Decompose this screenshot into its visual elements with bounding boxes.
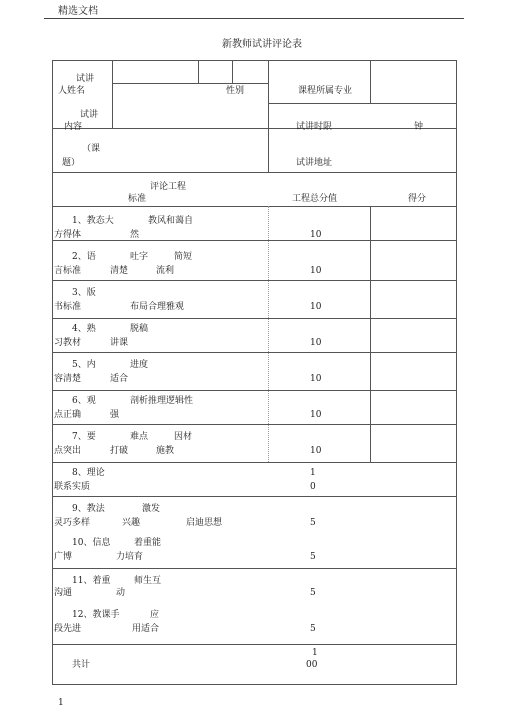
major-label: 课程所属专业 — [298, 86, 353, 96]
row-8-total-score-line1: 1 — [310, 468, 316, 478]
gender-label: 性别 — [226, 86, 245, 96]
column-header-total: 工程总分值 — [292, 194, 338, 204]
criteria-row-2-line2b: 清楚 — [110, 266, 129, 276]
content-label-line2: 内容 — [64, 122, 83, 132]
criteria-row-8-line1: 8、理论 — [72, 468, 105, 478]
criteria-row-1-line2b: 然 — [130, 230, 140, 240]
criteria-row-9-line1: 9、教法 — [72, 504, 105, 514]
criteria-row-11-line1: 11、着重 — [72, 576, 111, 586]
row-rule-9 — [52, 568, 456, 569]
header-rule-bottom — [52, 206, 456, 207]
criteria-row-6-line2: 点正确 — [54, 410, 82, 420]
criteria-row-9-line2: 灵巧多样 — [54, 518, 91, 528]
row-12-total-score: 5 — [310, 624, 316, 634]
row-rule-3 — [52, 318, 456, 319]
page-number: 1 — [58, 698, 64, 708]
info-rule-c — [52, 128, 456, 129]
row-6-total-score: 10 — [310, 410, 322, 420]
criteria-row-10-line1b: 着重能 — [134, 538, 162, 548]
table-left-border — [52, 60, 53, 684]
info-col-5 — [370, 60, 371, 103]
row-9-total-score: 5 — [310, 518, 316, 528]
row-rule-6 — [52, 424, 456, 425]
criteria-row-4-line1: 4、熟 — [72, 324, 96, 334]
row-5-total-score: 10 — [310, 374, 322, 384]
criteria-row-4-line2b: 讲课 — [110, 338, 129, 348]
row-rule-8 — [52, 496, 456, 497]
criteria-row-3-line1: 3、版 — [72, 288, 96, 298]
criteria-row-8-line2: 联系实质 — [54, 482, 91, 492]
sum-total-line2: 00 — [306, 660, 318, 670]
criteria-row-7-line2c: 施教 — [156, 446, 175, 456]
row-rule-5 — [52, 390, 456, 391]
duration-label: 试讲时限 — [296, 122, 333, 132]
criteria-row-2-line1b: 吐字 — [130, 252, 149, 262]
criteria-row-5-line2: 容清楚 — [54, 374, 82, 384]
row-3-total-score: 10 — [310, 302, 322, 312]
duration-unit: 钟 — [414, 122, 424, 132]
criteria-row-6-line1b: 剖析推理逻辑性 — [130, 396, 194, 406]
table-right-border — [456, 60, 457, 684]
criteria-row-4-line2: 习教材 — [54, 338, 82, 348]
sum-label: 共计 — [72, 660, 91, 670]
criteria-row-5-line1: 5、内 — [72, 360, 96, 370]
criteria-row-11-line1b: 师生互 — [134, 576, 162, 586]
header-rule — [44, 18, 464, 19]
row-7-total-score: 10 — [310, 446, 322, 456]
sum-total-line1: 1 — [312, 648, 318, 658]
criteria-row-12-line2: 段先进 — [54, 624, 82, 634]
criteria-row-6-line2b: 强 — [110, 410, 120, 420]
row-11-total-score: 5 — [310, 588, 316, 598]
info-rule-b — [268, 103, 456, 104]
criteria-row-2-line2: 言标准 — [54, 266, 82, 276]
criteria-row-7-line1: 7、要 — [72, 432, 96, 442]
criteria-row-2-line1: 2、语 — [72, 252, 96, 262]
row-1-total-score: 10 — [310, 230, 322, 240]
criteria-row-1-line1b: 教风和蔼自 — [148, 216, 194, 226]
info-rule-d — [52, 172, 456, 173]
criteria-row-12-line1: 12、教课手 — [72, 610, 120, 620]
topic-label-line2: 题） — [62, 158, 81, 168]
criteria-row-2-line1c: 简短 — [174, 252, 193, 262]
topic-label-line1: （课 — [82, 144, 101, 154]
column-header-item: 评论工程 — [150, 182, 187, 192]
criteria-row-11-line2b: 动 — [116, 588, 126, 598]
content-label-line1: 试讲 — [80, 110, 99, 120]
name-label-line2: 人姓名 — [58, 86, 86, 96]
criteria-row-1-line1: 1、教态大 — [72, 216, 114, 226]
row-10-total-score: 5 — [310, 552, 316, 562]
criteria-row-9-line1b: 激发 — [142, 504, 161, 514]
criteria-row-2-line2c: 流利 — [156, 266, 175, 276]
column-header-standard: 标准 — [128, 194, 147, 204]
info-col-4 — [268, 60, 269, 172]
criteria-row-12-line2b: 用适合 — [132, 624, 160, 634]
item-col-dotted — [268, 206, 269, 462]
info-rule-a — [112, 83, 268, 84]
criteria-row-10-line1: 10、信息 — [72, 538, 111, 548]
row-rule-2 — [52, 280, 456, 281]
row-8-total-score-line2: 0 — [310, 482, 316, 492]
info-col-3 — [232, 60, 233, 83]
location-label: 试讲地址 — [296, 158, 333, 168]
row-4-total-score: 10 — [310, 338, 322, 348]
criteria-row-7-line1b: 难点 — [130, 432, 149, 442]
name-label-line1: 试讲 — [76, 74, 95, 84]
score-col-line — [370, 206, 371, 462]
row-rule-4 — [52, 352, 456, 353]
criteria-row-5-line1b: 进度 — [130, 360, 149, 370]
info-col-2 — [198, 60, 199, 83]
row-rule-10 — [52, 644, 456, 645]
criteria-row-9-line2b: 兴趣 — [122, 518, 141, 528]
criteria-row-10-line2b: 力培育 — [116, 552, 144, 562]
criteria-row-4-line1b: 脱稿 — [130, 324, 149, 334]
criteria-row-3-line2: 书标准 — [54, 302, 82, 312]
row-rule-1 — [52, 240, 456, 241]
criteria-row-10-line2: 广博 — [54, 552, 73, 562]
form-title: 新教师试讲评论表 — [222, 39, 302, 50]
column-header-score: 得分 — [408, 194, 427, 204]
criteria-row-1-line2: 方得体 — [54, 230, 82, 240]
criteria-row-6-line1: 6、观 — [72, 396, 96, 406]
criteria-row-7-line2: 点突出 — [54, 446, 82, 456]
criteria-row-12-line1b: 应 — [150, 610, 160, 620]
criteria-row-3-line2b: 布局合理雅观 — [130, 302, 185, 312]
row-2-total-score: 10 — [310, 266, 322, 276]
table-bottom-border — [52, 684, 457, 685]
criteria-row-7-line2b: 打破 — [110, 446, 129, 456]
criteria-row-9-line2c: 启迪思想 — [186, 518, 223, 528]
criteria-row-11-line2: 沟通 — [54, 588, 73, 598]
row-rule-7 — [52, 462, 456, 463]
info-col-1 — [112, 60, 113, 128]
criteria-row-5-line2b: 适合 — [110, 374, 129, 384]
document-header-label: 精选文档 — [58, 6, 98, 17]
criteria-row-7-line1c: 因材 — [174, 432, 193, 442]
